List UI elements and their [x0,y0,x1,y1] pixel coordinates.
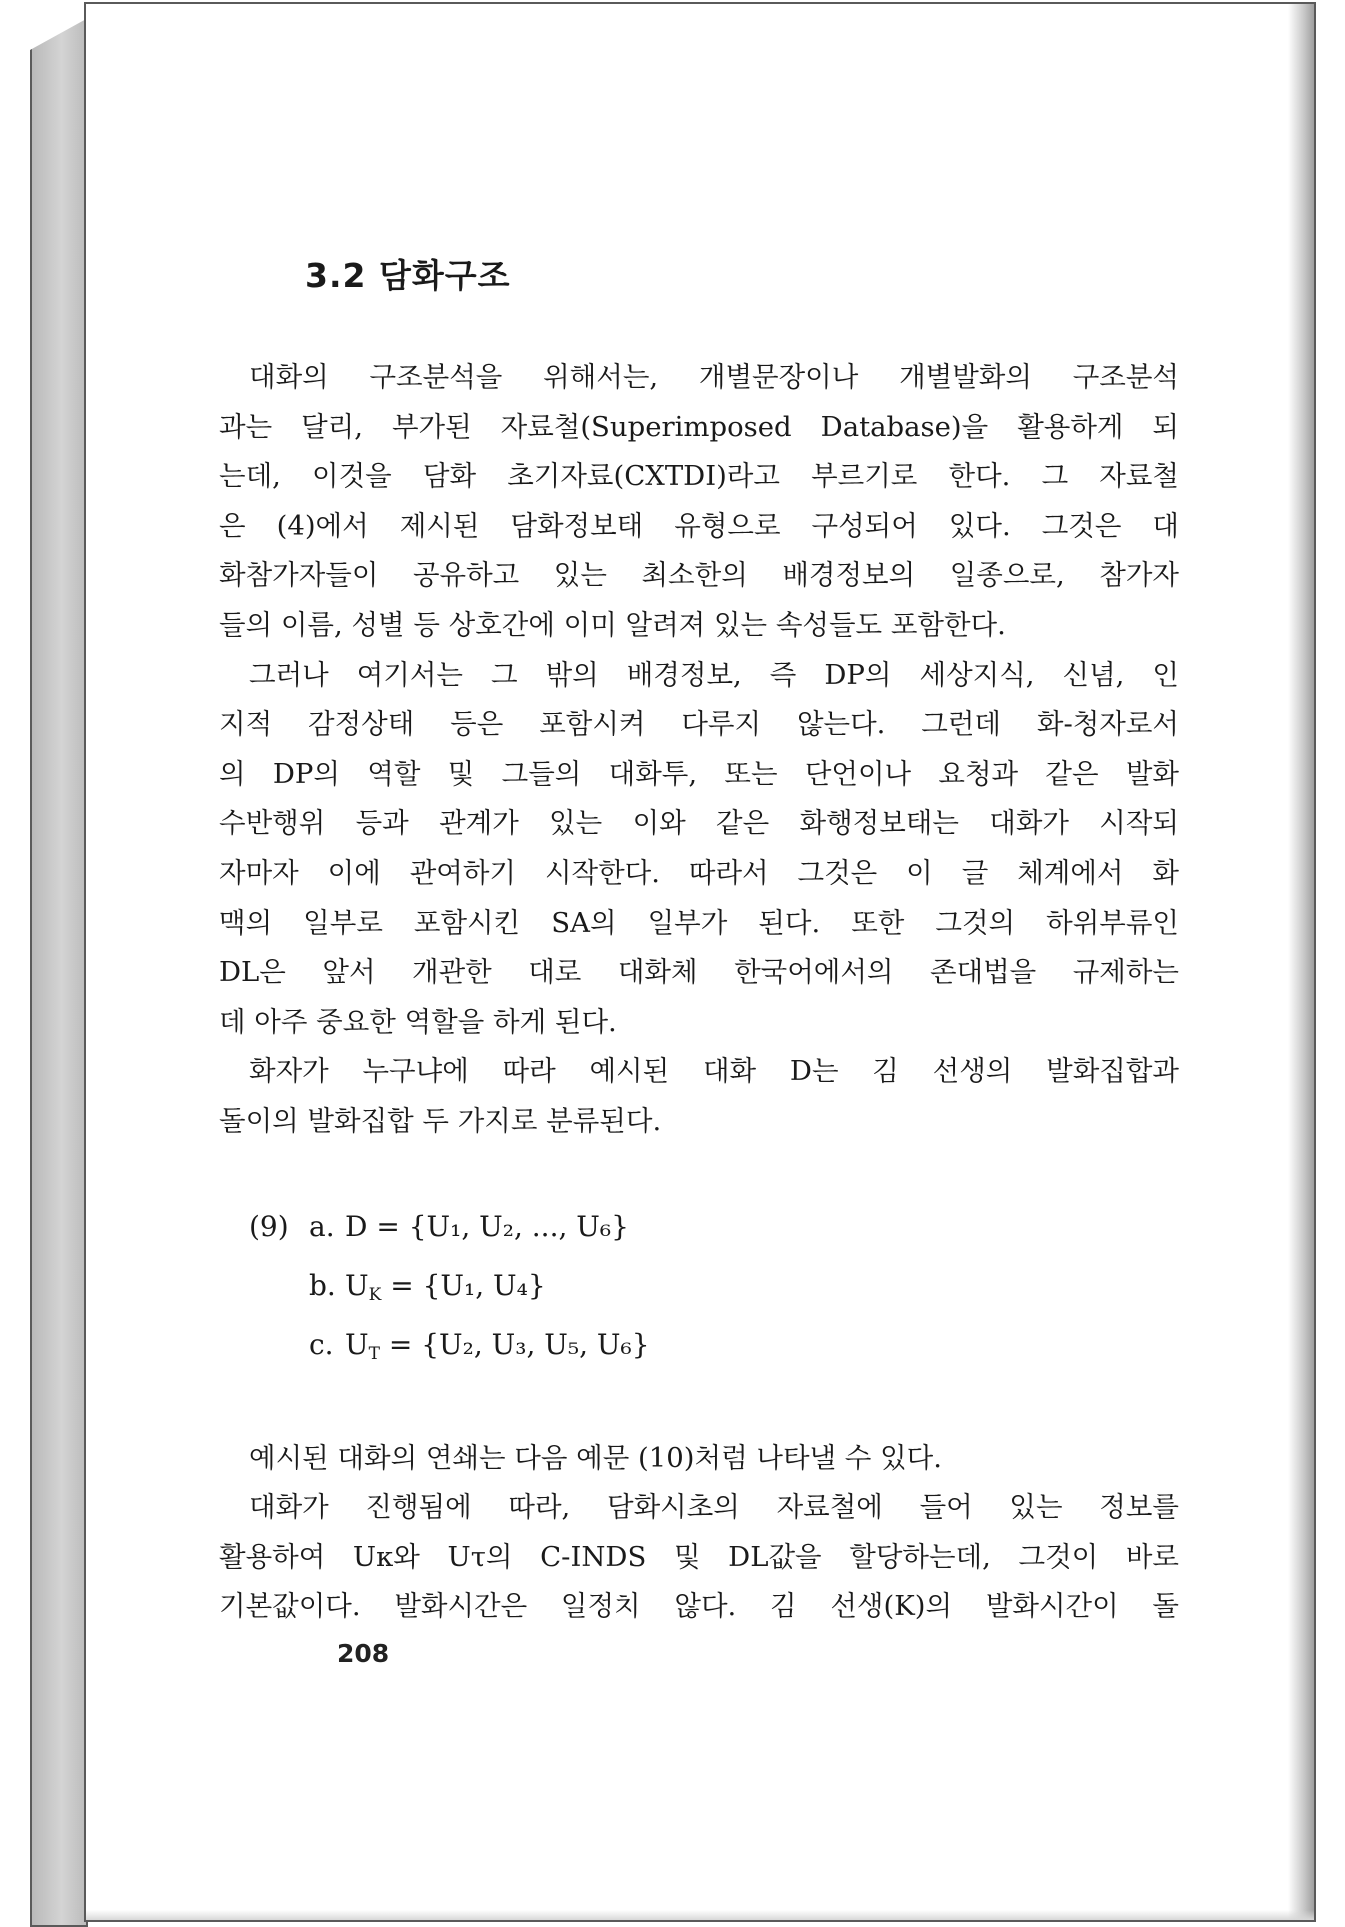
paragraph-2 [219,651,1179,1048]
text-line: 은 (4)에서 제시된 담화정보태 유형으로 구성되어 있다. 그것은 대 [219,509,1179,542]
example-number: (9) [249,1209,289,1243]
example-label: c. [309,1327,334,1361]
example-label: a. [309,1209,335,1243]
book-spine [30,18,88,1927]
text-line: 화자가 누구냐에 따라 예시된 대화 D는 김 선생의 발화집합과 [249,1055,1179,1088]
text-line: DL은 앞서 개관한 대로 대화체 한국어에서의 존대법을 규제하는 [219,956,1179,989]
text-line: 자마자 이에 관여하기 시작한다. 따라서 그것은 이 글 체계에서 화 [219,856,1179,889]
text-line: 돌이의 발화집합 두 가지로 분류된다. [219,1104,662,1137]
text-line: 대화의 구조분석을 위해서는, 개별문장이나 개별발화의 구조분석 [249,361,1179,393]
example-9 [249,1202,1179,1379]
text-line: 기본값이다. 발화시간은 일정치 않다. 김 선생(K)의 발화시간이 돌 [219,1590,1179,1623]
text-line: 과는 달리, 부가된 자료철(Superimposed Database)을 활용하게 되 [219,410,1179,443]
text-line: 맥의 일부로 포함시킨 SA의 일부가 된다. 또한 그것의 하위부류인 [219,906,1179,939]
text-line: 활용하여 Uκ와 Uτ의 C-INDS 및 DL값을 할당하는데, 그것이 바로 [219,1540,1179,1573]
paragraph-4 [219,1434,1179,1484]
text-line: 수반행위 등과 관계가 있는 이와 같은 화행정보태는 대화가 시작되 [219,807,1179,840]
page-bottom-shadow [86,1910,1314,1920]
body-before-example [219,353,1179,1147]
text-line: 그러나 여기서는 그 밖의 배경정보, 즉 DP의 세상지식, 신념, 인 [249,658,1179,691]
page-edge-shadow [1288,4,1314,1920]
example-row-a [249,1202,1179,1261]
text-line: 들의 이름, 성별 등 상호간에 이미 알려져 있는 속성들도 포함한다. [219,608,1006,641]
text-line: 화참가자들이 공유하고 있는 최소한의 배경정보의 일종으로, 참가자 [219,559,1179,592]
body-after-example [219,1434,1179,1632]
section-heading: 3.2 담화구조 [305,256,511,295]
example-label: b. [309,1268,336,1302]
text-line: 의 DP의 역할 및 그들의 대화투, 또는 단언이나 요청과 같은 발화 [219,757,1179,790]
page-content [219,250,1179,1632]
text-line: 예시된 대화의 연쇄는 다음 예문 (10)처럼 나타낼 수 있다. [249,1441,942,1474]
paragraph-3 [219,1047,1179,1146]
paragraph-1 [219,353,1179,651]
example-row-c [249,1320,1179,1379]
example-formula: D = {U₁, U₂, ..., U₆} [345,1209,629,1243]
text-line: 데 아주 중요한 역할을 하게 된다. [219,1005,617,1038]
text-line: 대화가 진행됨에 따라, 담화시초의 자료철에 들어 있는 정보를 [249,1491,1179,1524]
text-line: 는데, 이것을 담화 초기자료(CXTDI)라고 부르기로 한다. 그 자료철 [219,460,1179,493]
example-formula: $U_T = \{U_2$, U₃, U₅, U₆} [345,1327,650,1364]
paragraph-5 [219,1483,1179,1632]
example-row-b [249,1261,1179,1320]
example-formula: $U_K = \{U_1$, U₄} [345,1268,546,1305]
page-number: 208 [337,1639,390,1668]
text-line: 지적 감정상태 등은 포함시켜 다루지 않는다. 그런데 화-청자로서 [219,708,1179,741]
